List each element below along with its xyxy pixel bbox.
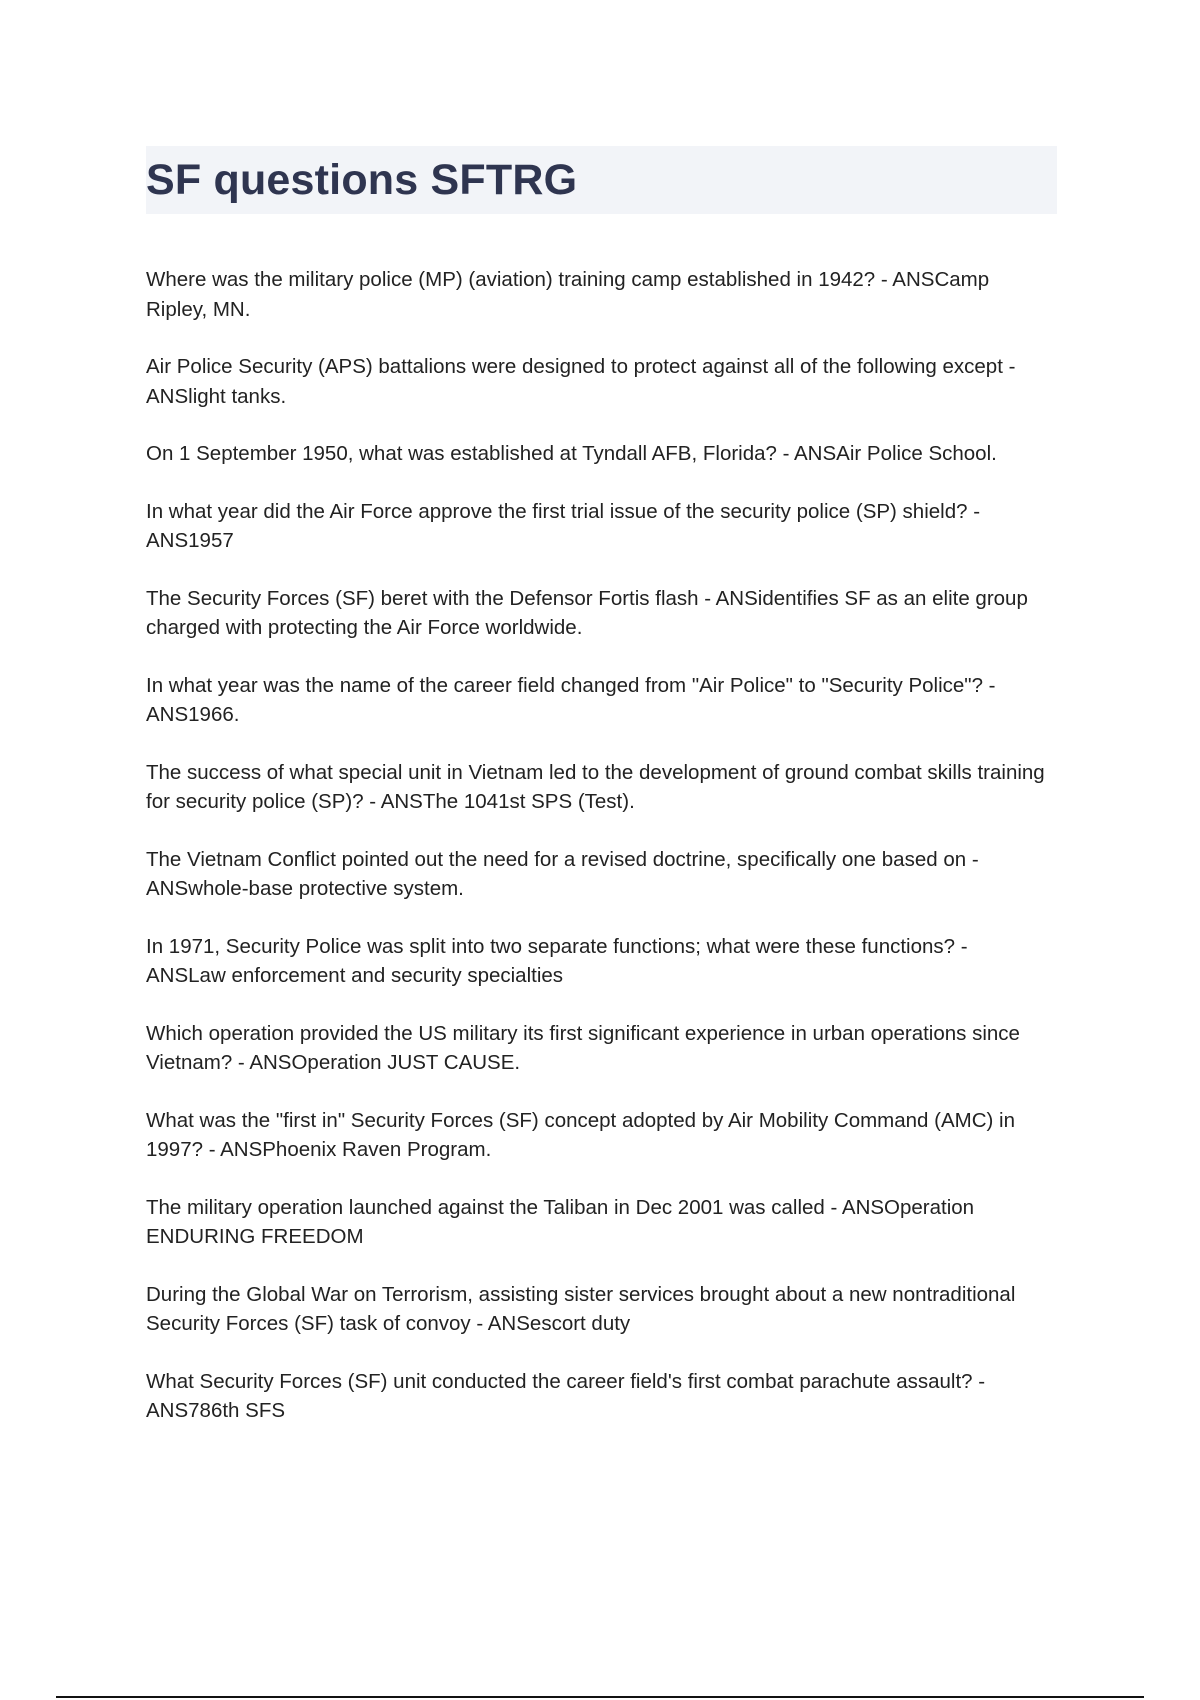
question-answer-item: On 1 September 1950, what was established at Tyndall AFB, Florida? - ANSAir Police School.: [146, 442, 997, 465]
question-answer-item: In what year was the name of the career field changed from "Air Police" to "Security Police"? - ANS1966.: [146, 673, 996, 726]
question-answer-item: The military operation launched against the Taliban in Dec 2001 was called - ANSOperation ENDURING FREEDOM: [146, 1195, 975, 1248]
question-answer-item: Where was the military police (MP) (aviation) training camp established in 1942? - ANSCamp Ripley, MN.: [146, 268, 990, 321]
question-answer-item: The Vietnam Conflict pointed out the need for a revised doctrine, specifically one based on - ANSwhole-base protective system.: [146, 847, 979, 900]
question-answer-item: Which operation provided the US military its first significant experience in urban operations since Vietnam? - ANSOperation JUST CAUSE.: [146, 1021, 1020, 1074]
question-answer-list: [146, 265, 1051, 1454]
question-answer-item: What Security Forces (SF) unit conducted the career field's first combat parachute assault? - ANS786th SFS: [146, 1369, 986, 1422]
bottom-divider: [56, 1696, 1144, 1698]
page-title: SF questions SFTRG: [146, 156, 578, 204]
question-answer-item: In 1971, Security Police was split into two separate functions; what were these functions? - ANSLaw enforcement and security specialties: [146, 934, 968, 987]
question-answer-item: The success of what special unit in Vietnam led to the development of ground combat skills training for security police (SP)? - ANSThe 1041st SPS (Test).: [146, 760, 1045, 813]
question-answer-item: During the Global War on Terrorism, assisting sister services brought about a new nontraditional Security Forces (SF) task of convoy - ANSescort duty: [146, 1282, 1016, 1335]
title-banner: [146, 146, 1057, 214]
question-answer-item: The Security Forces (SF) beret with the Defensor Fortis flash - ANSidentifies SF as an elite group charged with protecting the Air Force worldwide.: [146, 586, 1028, 639]
question-answer-item: What was the "first in" Security Forces (SF) concept adopted by Air Mobility Command (AMC) in 1997? - ANSPhoenix Raven Program.: [146, 1108, 1016, 1161]
question-answer-item: Air Police Security (APS) battalions were designed to protect against all of the following except - ANSlight tanks.: [146, 355, 1016, 408]
question-answer-item: In what year did the Air Force approve the first trial issue of the security police (SP) shield? - ANS1957: [146, 499, 981, 552]
